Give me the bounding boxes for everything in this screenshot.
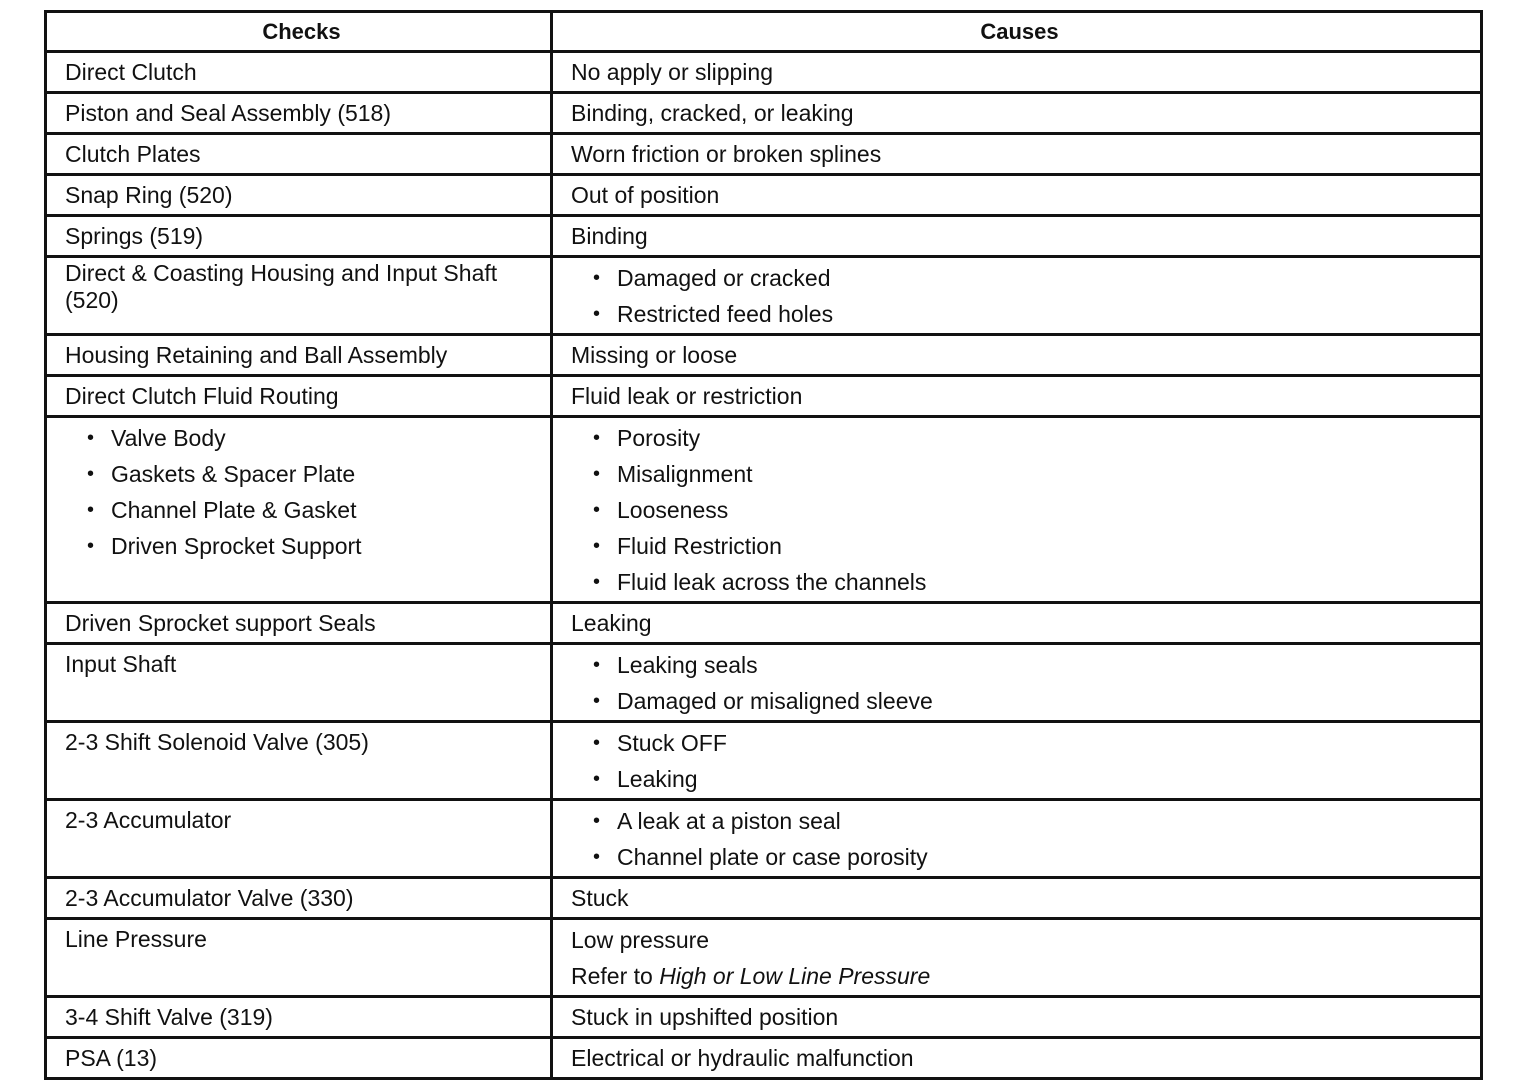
table-row	[46, 644, 1482, 722]
cause-bullet-item: • Damaged or cracked	[593, 260, 1468, 296]
table-row	[46, 997, 1482, 1038]
table-row	[46, 134, 1482, 175]
cause-cell: Leaking	[552, 603, 1482, 644]
check-cell: 2-3 Accumulator Valve (330)	[46, 878, 552, 919]
check-cell: Housing Retaining and Ball Assembly	[46, 335, 552, 376]
table-row	[46, 800, 1482, 878]
cause-reference-note	[571, 958, 1468, 994]
table-row	[46, 257, 1482, 335]
cause-bullet-item: • Misalignment	[593, 456, 1468, 492]
table-row	[46, 335, 1482, 376]
check-cell: 2-3 Accumulator	[46, 800, 552, 878]
check-text: Direct & Coasting Housing and Input Shaft (520)	[65, 260, 498, 313]
table-row	[46, 919, 1482, 997]
check-bullet-item: • Channel Plate & Gasket	[87, 492, 538, 528]
cause-cell: Binding, cracked, or leaking	[552, 93, 1482, 134]
check-cell	[46, 257, 552, 335]
cause-cell: Worn friction or broken splines	[552, 134, 1482, 175]
cause-bullet-item: • Channel plate or case porosity	[593, 839, 1468, 875]
check-cell	[46, 417, 552, 603]
cause-cell: Out of position	[552, 175, 1482, 216]
check-cell: Snap Ring (520)	[46, 175, 552, 216]
cause-bullet-item: • Damaged or misaligned sleeve	[593, 683, 1468, 719]
check-cell: Direct Clutch Fluid Routing	[46, 376, 552, 417]
table-row	[46, 603, 1482, 644]
cause-cell	[552, 257, 1482, 335]
cause-cell	[552, 800, 1482, 878]
cause-bullet-item: • Porosity	[593, 420, 1468, 456]
check-cell: Springs (519)	[46, 216, 552, 257]
cause-bullet-item: • Restricted feed holes	[593, 296, 1468, 332]
cause-cell: Stuck in upshifted position	[552, 997, 1482, 1038]
check-cell: Piston and Seal Assembly (518)	[46, 93, 552, 134]
cause-bullet-item: • Leaking seals	[593, 647, 1468, 683]
cause-bullet-item: • Fluid Restriction	[593, 528, 1468, 564]
table-row	[46, 878, 1482, 919]
table-row	[46, 722, 1482, 800]
cause-cell: Fluid leak or restriction	[552, 376, 1482, 417]
cause-bullet-item: • Leaking	[593, 761, 1468, 797]
cause-cell	[552, 644, 1482, 722]
cause-cell: Electrical or hydraulic malfunction	[552, 1038, 1482, 1079]
check-cell: Driven Sprocket support Seals	[46, 603, 552, 644]
checks-header: Checks	[46, 12, 552, 52]
cause-cell: Binding	[552, 216, 1482, 257]
table-row	[46, 216, 1482, 257]
causes-header: Causes	[552, 12, 1482, 52]
cause-cell	[552, 722, 1482, 800]
table-row	[46, 52, 1482, 93]
table-row	[46, 417, 1482, 603]
diagnosis-table	[44, 10, 1483, 1080]
table-row	[46, 376, 1482, 417]
check-bullet-item: • Driven Sprocket Support	[87, 528, 538, 564]
check-bullet-item: • Valve Body	[87, 420, 538, 456]
table-row	[46, 175, 1482, 216]
check-cell: Clutch Plates	[46, 134, 552, 175]
check-cell: Input Shaft	[46, 644, 552, 722]
reference-prefix: Refer to	[571, 963, 660, 989]
cause-cell: Missing or loose	[552, 335, 1482, 376]
cause-bullet-item: • Fluid leak across the channels	[593, 564, 1468, 600]
check-cell: PSA (13)	[46, 1038, 552, 1079]
cause-cell: Stuck	[552, 878, 1482, 919]
cause-bullet-item: • A leak at a piston seal	[593, 803, 1468, 839]
check-cell: 2-3 Shift Solenoid Valve (305)	[46, 722, 552, 800]
cause-bullet-item: • Looseness	[593, 492, 1468, 528]
check-cell: Direct Clutch	[46, 52, 552, 93]
cause-cell	[552, 417, 1482, 603]
check-cell: 3-4 Shift Valve (319)	[46, 997, 552, 1038]
cause-bullet-item: • Stuck OFF	[593, 725, 1468, 761]
header-row	[46, 12, 1482, 52]
table-row	[46, 1038, 1482, 1079]
table-row	[46, 93, 1482, 134]
reference-link-text: High or Low Line Pressure	[659, 963, 931, 989]
cause-cell	[552, 919, 1482, 997]
check-cell: Line Pressure	[46, 919, 552, 997]
check-bullet-item: • Gaskets & Spacer Plate	[87, 456, 538, 492]
cause-cell: No apply or slipping	[552, 52, 1482, 93]
cause-text: Low pressure	[571, 927, 710, 953]
